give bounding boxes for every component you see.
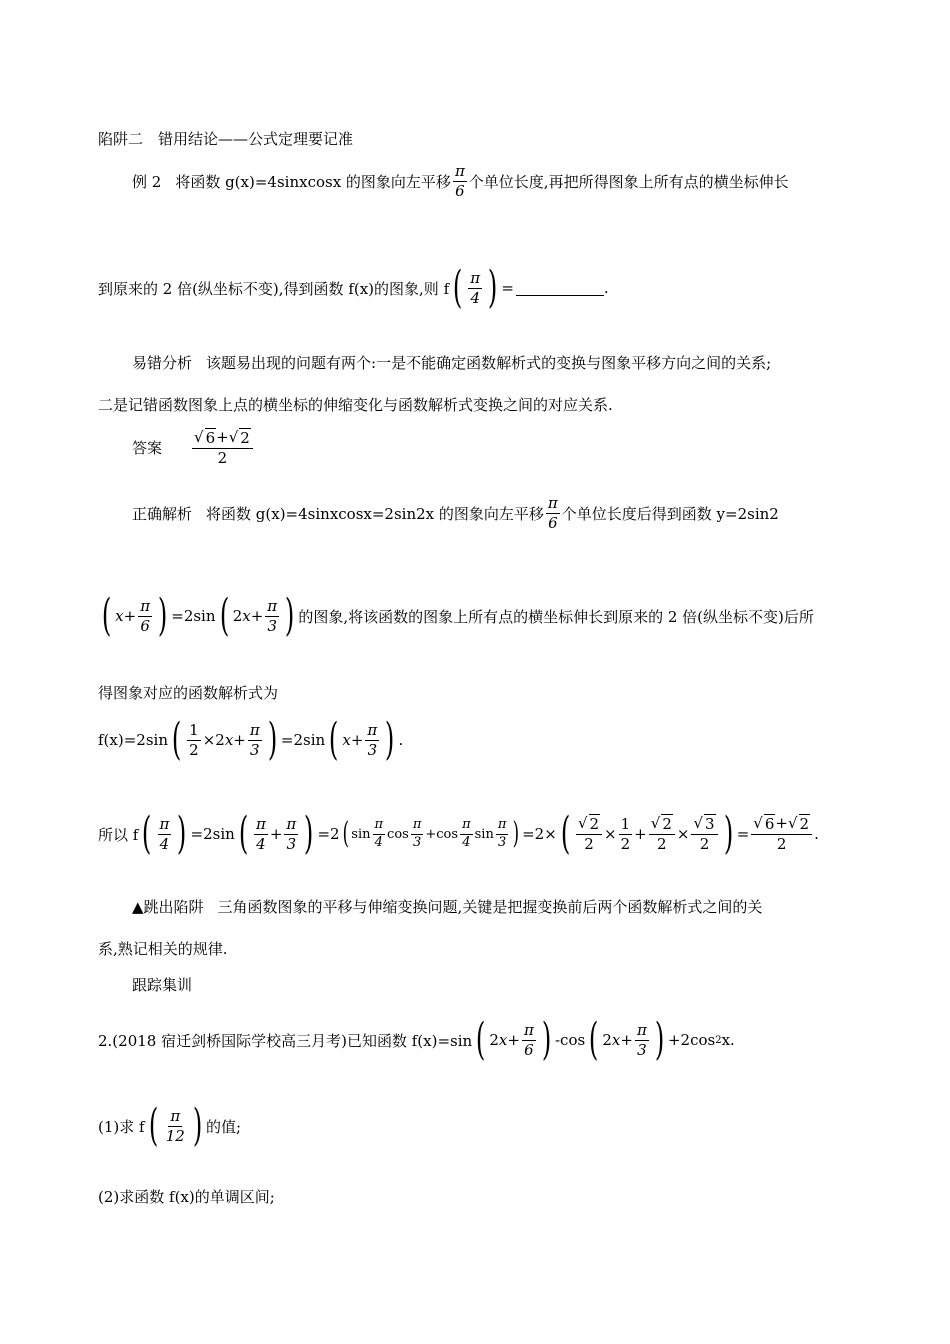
tip-label: ▲跳出陷阱 [132, 898, 204, 916]
example-label: 例 2 [132, 172, 162, 191]
solution-label: 正确解析 [132, 504, 193, 523]
analysis-line-2: 二是记错函数图象上点的横坐标的伸缩变化与函数解析式变换之间的对应关系. [98, 396, 613, 414]
answer-blank [516, 281, 604, 296]
section-title: 陷阱二 错用结论——公式定理要记准 [98, 130, 354, 148]
formula-result: 所以 f ( $\frac{\pi}{4}$ ) =2sin ( $\frac{\pi}{4}$ + $\frac{\pi}{3}$ ) =2 ( sin $\frac{\pi}{4}$ cos $\frac{\pi}{3}$ + cos $\frac{\pi}{4}$ sin $\frac{\pi}{3}$ ) =2× ( √ 2 2 × $\frac{1}{2}$ + √ 2 2 × √ 3 2 ) = √ 6 + √ 2 2 . [98, 808, 819, 859]
analysis-line-1: 易错分析 该题易出现的问题有两个:一是不能确定函数解析式的变换与图象平移方向之间的关系; [132, 354, 772, 372]
example-line-2: 到原来的 2 倍(纵坐标不变),得到函数 f(x)的图象,则 f ( $\frac{\pi}{4}$ ) = . [98, 262, 609, 313]
example-text-1: 将函数 g(x)=4sinxcosx 的图象向左平移 [175, 172, 451, 191]
answer-fraction: √ 6 + √ 2 2 [192, 428, 253, 468]
problem-2: 2.(2018 宿迁剑桥国际学校高三月考)已知函数 f(x)=sin ( 2 x + $\frac{\pi}{6}$ ) -cos ( 2 x + $\frac{\pi}{3}$ ) +2cos 2 x. [98, 1014, 735, 1065]
example-line-1 [132, 162, 789, 201]
tip-line-1: ▲跳出陷阱 三角函数图象的平移与伸缩变换问题,关键是把握变换前后两个函数解析式之间的关 [132, 898, 763, 916]
example-text-2: 个单位长度,再把所得图象上所有点的横坐标伸长 [468, 172, 789, 191]
tip-line-2: 系,熟记相关的规律. [98, 940, 228, 958]
paren-group: ( $\frac{\pi}{4}$ ) [452, 262, 498, 313]
question-1: (1)求 f ( $\frac{\pi}{12}$ ) 的值; [98, 1100, 242, 1151]
question-2: (2)求函数 f(x)的单调区间; [98, 1188, 275, 1206]
formula-fx: f(x)=2sin ( $\frac{1}{2}$ × 2 x + $\frac{\pi}{3}$ ) =2sin ( x + $\frac{\pi}{3}$ ) . [98, 714, 404, 765]
analysis-label: 易错分析 [132, 354, 193, 372]
answer-line [132, 428, 255, 468]
answer-label: 答案 [132, 439, 163, 458]
solution-line-1: 正确解析 将函数 g(x)=4sinxcosx=2sin2x 的图象向左平移 $\frac{\pi}{6}$ 个单位长度后得到函数 y=2sin2 [132, 494, 779, 532]
solution-line-3: 得图象对应的函数解析式为 [98, 684, 279, 702]
example-text-3: 到原来的 2 倍(纵坐标不变),得到函数 f(x)的图象,则 f [98, 279, 450, 298]
solution-line-2: ( x + $\frac{\pi}{6}$ ) =2sin ( 2 x + $\frac{\pi}{3}$ ) 的图象,将该函数的图象上所有点的横坐标伸长到原来的 2 倍(纵坐标不变)后所 [101, 590, 814, 641]
fraction-pi-over-6: $\frac{\pi}{6}$ [454, 162, 465, 200]
training-heading: 跟踪集训 [132, 976, 193, 994]
